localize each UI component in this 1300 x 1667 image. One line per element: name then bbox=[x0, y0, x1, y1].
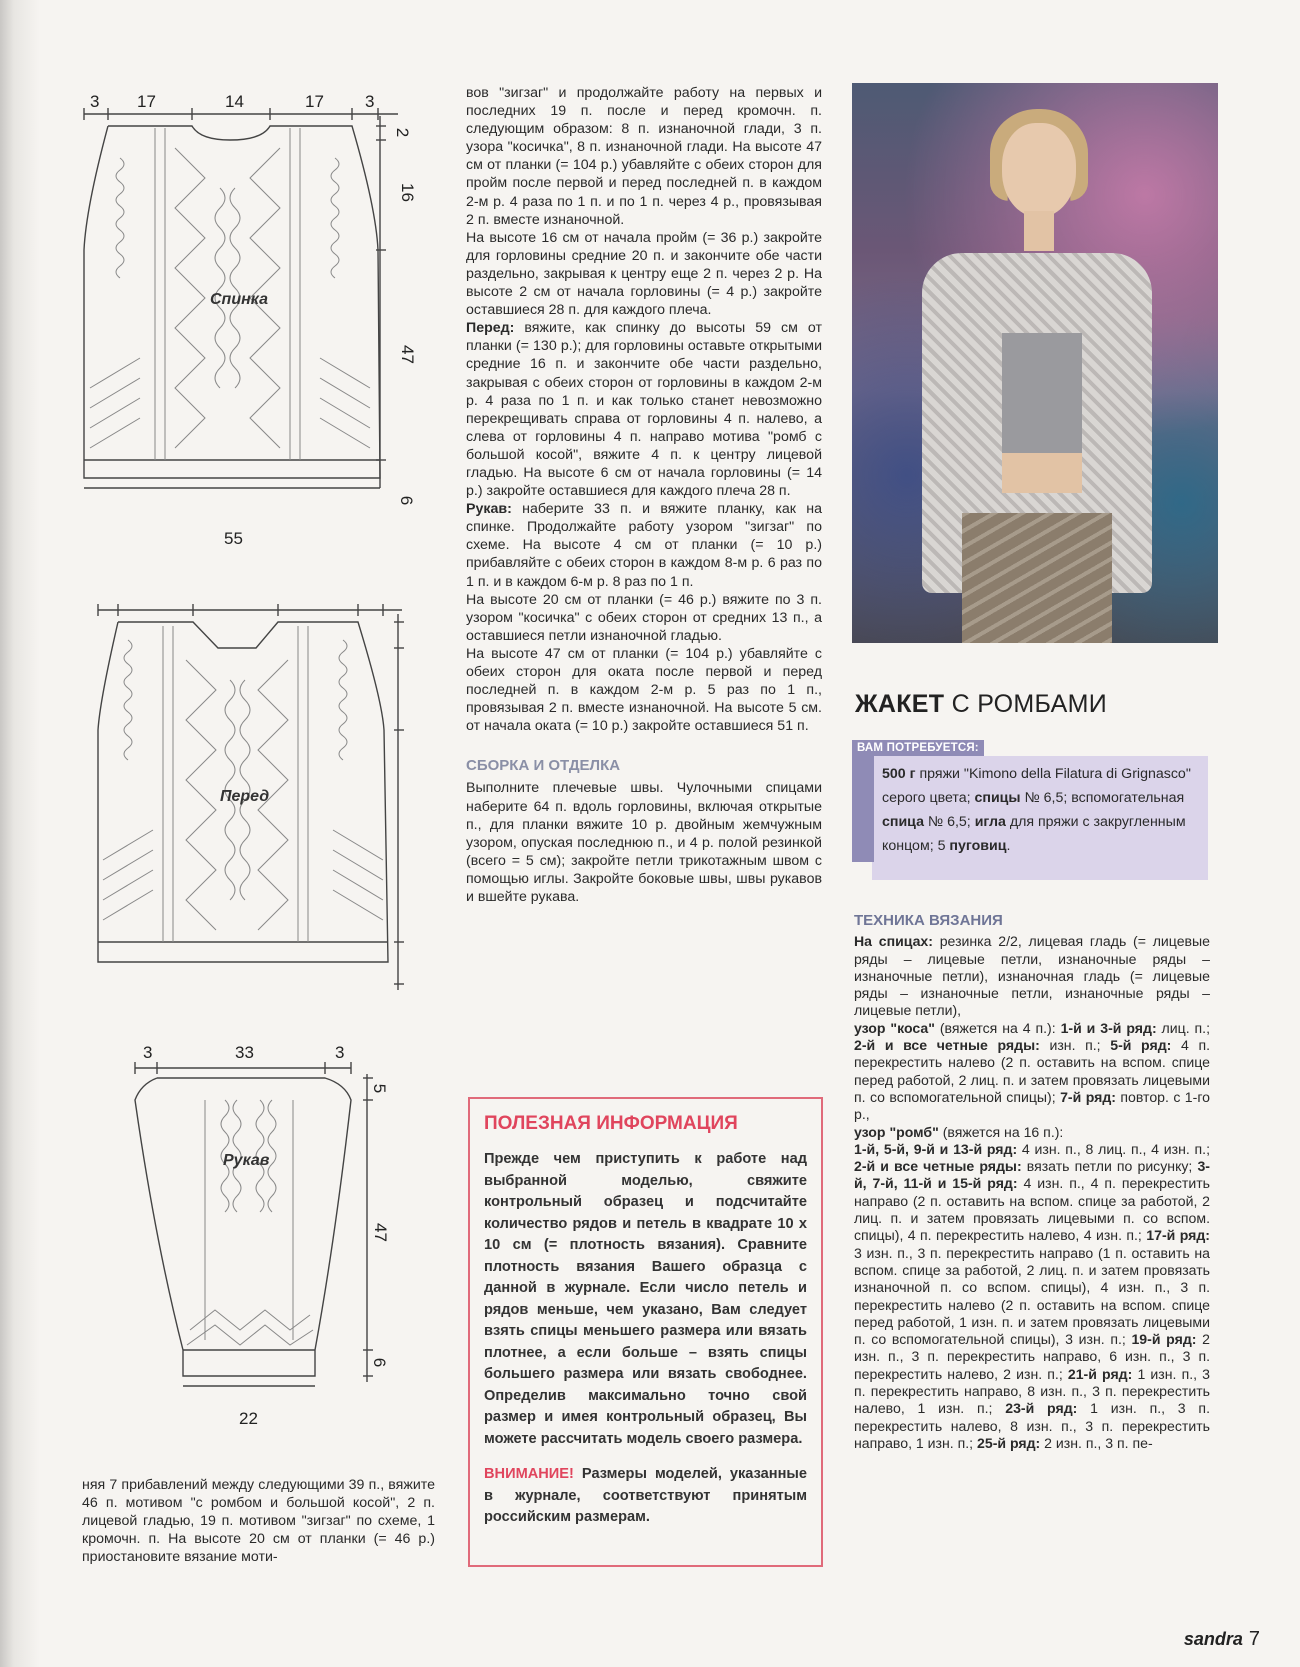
assembly-heading: СБОРКА И ОТДЕЛКА bbox=[466, 757, 621, 775]
technique-t9: вязать петли по рисунку; bbox=[1021, 1158, 1198, 1175]
warning-text: Размеры моделей, указанные в журнале, соответствуют принятым российским размерам. bbox=[484, 1466, 807, 1525]
model-top bbox=[1002, 333, 1082, 453]
model-photo bbox=[852, 83, 1218, 643]
technique-t8: 4 изн. п., 8 лиц. п., 4 изн. п.; bbox=[1017, 1140, 1210, 1157]
technique-t15: 2 изн. п., 3 п. пе- bbox=[1040, 1434, 1153, 1451]
technique-text bbox=[854, 933, 1210, 1452]
sleeve-dim-top-1: 3 bbox=[143, 1043, 153, 1062]
romb-row-17: 17-й ряд: bbox=[1146, 1227, 1210, 1244]
back-dim-top-3: 14 bbox=[225, 92, 244, 111]
back-dim-right-3: 47 bbox=[397, 345, 417, 364]
middle-paragraph-1: вов "зигзаг" и продолжайте работу на первых и последних 19 п. после и перед кромочн. п. следующим образом: 8 п. изнаночной глади, 3 п. узора "косичка", 8 п. изнаночной глади. На высоте 47 см от планки (= 104 р.) убавляйте с обеих сторон для пройм после первой и перед последней п. в каждом 2-м р. 4 раза по 1 п. и по 1 п. через 4 р., провязывая 2 п. вместе изнаночной. bbox=[466, 85, 822, 228]
romb-row-21: 21-й ряд: bbox=[1067, 1365, 1133, 1382]
middle-paragraph-6: На высоте 47 см от планки (= 104 р.) убавляйте с обеих сторон для оката после первой и перед последней п. в каждом 2-м р. 5 раз по 1 п., провязывая 2 п. вместе изнаночной. На высоте 5 см. от начала оката (= 10 р.) закройте оставшиеся 51 п. bbox=[466, 645, 822, 735]
materials-box bbox=[852, 740, 1207, 880]
sleeve-label-inline: Рукав: bbox=[466, 501, 512, 518]
technique-t5: 4 п. перекрестить налево (2 п. оставить на вспом. спице перед работой, 2 лиц. п. и затем провязать лицевыми п. со вспомогательной спицы); bbox=[854, 1037, 1211, 1105]
technique-t13: 1 изн. п., 3 п. перекрестить направо, 8 изн. п., 3 п. перекрестить налево, 1 изн. п.; bbox=[854, 1365, 1210, 1417]
back-dim-right-4: 6 bbox=[397, 495, 417, 506]
back-label: Спинка bbox=[210, 291, 268, 308]
magazine-brand: sandra bbox=[1183, 1629, 1243, 1649]
model-neck bbox=[1024, 211, 1054, 251]
left-bottom-text bbox=[82, 1476, 435, 1566]
romb-row-3: 3-й, 7-й, 11-й и 15-й ряд: bbox=[854, 1158, 1210, 1192]
front-label: Перед bbox=[220, 788, 270, 805]
back-dim-top-2: 17 bbox=[137, 92, 156, 111]
front-instructions bbox=[466, 319, 822, 500]
materials-bar bbox=[852, 740, 874, 862]
materials-text-1: пряжи "Kimono della Filatura di Grignasco" серого цвета; bbox=[882, 766, 1191, 806]
materials-text-5: . bbox=[1006, 838, 1011, 854]
buttons-word: пуговиц bbox=[949, 838, 1007, 854]
model-midriff bbox=[1002, 453, 1082, 493]
sleeve-diagram bbox=[135, 1040, 405, 1430]
materials-text bbox=[882, 762, 1202, 858]
back-dim-top-1: 3 bbox=[90, 92, 100, 111]
sleeve-label: Рукав bbox=[223, 1152, 270, 1169]
technique-t2: (вяжется на 4 п.): bbox=[934, 1019, 1061, 1036]
left-bottom-paragraph: няя 7 прибавлений между следующими 39 п., вяжите 46 п. мотивом "с ромбом и большой косой", 2 п. лицевой гладью, 19 п. мотивом "зигзаг" по схеме, 1 кромочн. п. На высоте 20 см от планки (= 46 р.) приостановите вязание моти- bbox=[82, 1477, 435, 1566]
middle-paragraph-2: На высоте 16 см от начала пройм (= 36 р.) закройте для горловины средние 20 п. и закончите обе части раздельно, закрывая к центру еще 2 п. через 2 р. На высоте 2 см от начала горловины (= 4 р.) закройте оставшиеся 28 п. для каждого плеча. bbox=[466, 229, 822, 319]
sewing-needle-word: игла bbox=[974, 814, 1006, 830]
materials-text-4: для пряжи с закругленным концом; 5 bbox=[882, 814, 1186, 854]
sleeve-outline bbox=[135, 1040, 405, 1430]
sleeve-dim-top-2: 33 bbox=[235, 1043, 254, 1062]
model-skirt bbox=[962, 513, 1112, 643]
romb-label: узор "ромб" bbox=[854, 1123, 939, 1140]
kosa-row-2: 2-й и все четные ряды: bbox=[854, 1037, 1040, 1054]
needles-word: спицы bbox=[974, 790, 1021, 806]
sleeve-dim-right-1: 5 bbox=[370, 1083, 390, 1094]
back-dim-right-2: 16 bbox=[397, 183, 417, 202]
technique-t7: (вяжется на 16 п.): bbox=[938, 1123, 1064, 1140]
materials-text-2: № 6,5; вспомогательная bbox=[1020, 790, 1185, 806]
materials-text-3: № 6,5; bbox=[923, 814, 975, 830]
sleeve-text: наберите 33 п. и вяжите планку, как на спинке. Продолжайте работу узором "зигзаг" по схеме. На высоте 4 см от планки (= 10 р.) прибавляйте с обеих сторон в каждом 8-м р. 6 раз по 1 п. и в каждом 6-м р. 8 раз по 1 п. bbox=[466, 501, 822, 590]
kosa-row-5: 5-й ряд: bbox=[1110, 1037, 1172, 1054]
info-box-title: ПОЛЕЗНАЯ ИНФОРМАЦИЯ bbox=[484, 1113, 738, 1134]
technique-column bbox=[854, 912, 1210, 1452]
romb-row-2: 2-й и все четные ряды: bbox=[854, 1158, 1022, 1175]
technique-t6: повтор. с 1-го р., bbox=[854, 1088, 1211, 1123]
back-dim-right-1: 2 bbox=[393, 127, 413, 138]
romb-row-1: 1-й, 5-й, 9-й и 13-й ряд: bbox=[854, 1140, 1018, 1157]
kosa-row-7: 7-й ряд: bbox=[1060, 1088, 1116, 1105]
assembly-text: Выполните плечевые швы. Чулочными спицами наберите 64 п. вдоль горловины, включая открытые п., для планки вяжите 10 р. двойным жемчужным узором, опуская последнюю п., и 4 р. полой резинкой (всего = 5 см); закройте петли трикотажным швом с помощью иглы. Закройте боковые швы, швы рукавов и вшейте рукава. bbox=[466, 780, 822, 906]
front-diagram bbox=[98, 600, 418, 1000]
pattern-title bbox=[855, 690, 1107, 719]
back-dim-top-5: 3 bbox=[365, 92, 375, 111]
middle-column bbox=[466, 84, 822, 906]
info-box-warning bbox=[484, 1464, 807, 1529]
technique-t12: 2 изн. п., 3 п. перекрестить направо, 6 изн. п., 3 п. перекрестить налево, 2 изн. п.; bbox=[854, 1331, 1210, 1382]
technique-t10: 4 изн. п., 4 п. перекрестить направо (2 п. оставить на вспом. спице за работой, 2 лиц. п. и затем провязать лицевыми п. со вспом. спицы), 4 п. перекрестить налево, 4 изн. п.; bbox=[854, 1175, 1210, 1244]
yarn-amount: 500 г bbox=[882, 766, 916, 782]
info-box-body: Прежде чем приступить к работе над выбранной моделью, свяжите контрольный образец и подсчитайте количество рядов и петель в квадрате 10 х 10 см (= плотность вязания). Сравните плотность вязания Вашего образца с данной в журнале. Если число петель и рядов меньше, чем указано, Вам следует взять спицы меньшего размера или вязать плотнее, а если больше – взять спицы большего размера или вязать свободнее. Определив максимально точно свой размер и имея контрольный образец, Вы можете рассчитать модель своего размера. bbox=[484, 1151, 807, 1447]
page-number: 7 bbox=[1248, 1628, 1260, 1650]
back-diagram bbox=[80, 88, 420, 558]
title-rest: С РОМБАМИ bbox=[944, 690, 1108, 718]
front-text: вяжите, как спинку до высоты 59 см от планки (= 130 р.); для горловины оставьте открытыми средние 16 п. и закончите обе части раздельно, закрывая с обеих сторон от горловины в каждом 2-м р. 4 раза по 1 п. и как только станет невозможно перекрещивать справа от горловины 4 п. налево, а слева от горловины 4 п. направо мотива "ромб с большой косой", вяжите 4 п. к центру лицевой гладью. На высоте 6 см от начала горловины (= 14 р.) закройте оставшиеся для каждого плеча 28 п. bbox=[466, 320, 822, 500]
technique-t14: 1 изн. п., 3 п. перекрестить налево, 8 изн. п., 3 п. перекрестить направо, 1 изн. п.; bbox=[854, 1400, 1210, 1451]
sleeve-instructions bbox=[466, 500, 822, 590]
warning-label: ВНИМАНИЕ! bbox=[484, 1466, 574, 1482]
romb-row-19: 19-й ряд: bbox=[1131, 1331, 1197, 1348]
technique-t4: изн. п.; bbox=[1039, 1037, 1111, 1054]
middle-paragraph-5: На высоте 20 см от планки (= 46 р.) вяжите по 3 п. узором "косичка" с обеих сторон от средних 13 п., а оставшиеся петли изнаночной гладью. bbox=[466, 591, 822, 644]
model-face bbox=[1002, 123, 1076, 217]
technique-heading: ТЕХНИКА ВЯЗАНИЯ bbox=[854, 912, 1003, 929]
title-bold: ЖАКЕТ bbox=[855, 690, 945, 718]
technique-t1: резинка 2/2, лицевая гладь (= лицевые ряды – лицевые петли, изнаночные ряды – изнаночные петли), изнаночная гладь (= лицевые ряды – изнаночные петли, изнаночные ряды – лицевые петли), bbox=[854, 933, 1210, 1019]
sleeve-dim-bottom: 22 bbox=[239, 1409, 258, 1428]
materials-tag: ВАМ ПОТРЕБУЕТСЯ: bbox=[852, 740, 984, 756]
info-box bbox=[468, 1097, 823, 1567]
back-dim-top-4: 17 bbox=[305, 92, 324, 111]
romb-row-25: 25-й ряд: bbox=[977, 1434, 1041, 1451]
needles-label: На спицах: bbox=[854, 933, 933, 950]
sleeve-dim-top-3: 3 bbox=[335, 1043, 345, 1062]
sleeve-dim-right-2: 47 bbox=[370, 1223, 390, 1242]
technique-t3: лиц. п.; bbox=[1156, 1019, 1211, 1036]
sleeve-dim-right-3: 6 bbox=[370, 1357, 390, 1368]
aux-needle-word: спица bbox=[882, 814, 924, 830]
romb-row-23: 23-й ряд: bbox=[1005, 1400, 1078, 1417]
technique-t11: 3 изн. п., 3 п. перекрестить направо (1 п. оставить на вспом. спице за работой, 2 лиц. п. и затем провязать изнаночной п. со вспом. спицы), 4 изн. п., 3 п. перекрестить налево (2 п. оставить на вспом. спице перед работой, 1 изн. п. и затем провязать лицевыми п. со вспомогательной спицы), 3 изн. п.; bbox=[854, 1244, 1210, 1348]
front-label-inline: Перед: bbox=[466, 320, 515, 337]
kosa-row-1: 1-й и 3-й ряд: bbox=[1060, 1019, 1157, 1036]
back-dim-bottom: 55 bbox=[224, 529, 243, 548]
kosa-label: узор "коса" bbox=[854, 1019, 935, 1036]
page-footer bbox=[1184, 1628, 1260, 1651]
back-outline bbox=[80, 88, 420, 558]
